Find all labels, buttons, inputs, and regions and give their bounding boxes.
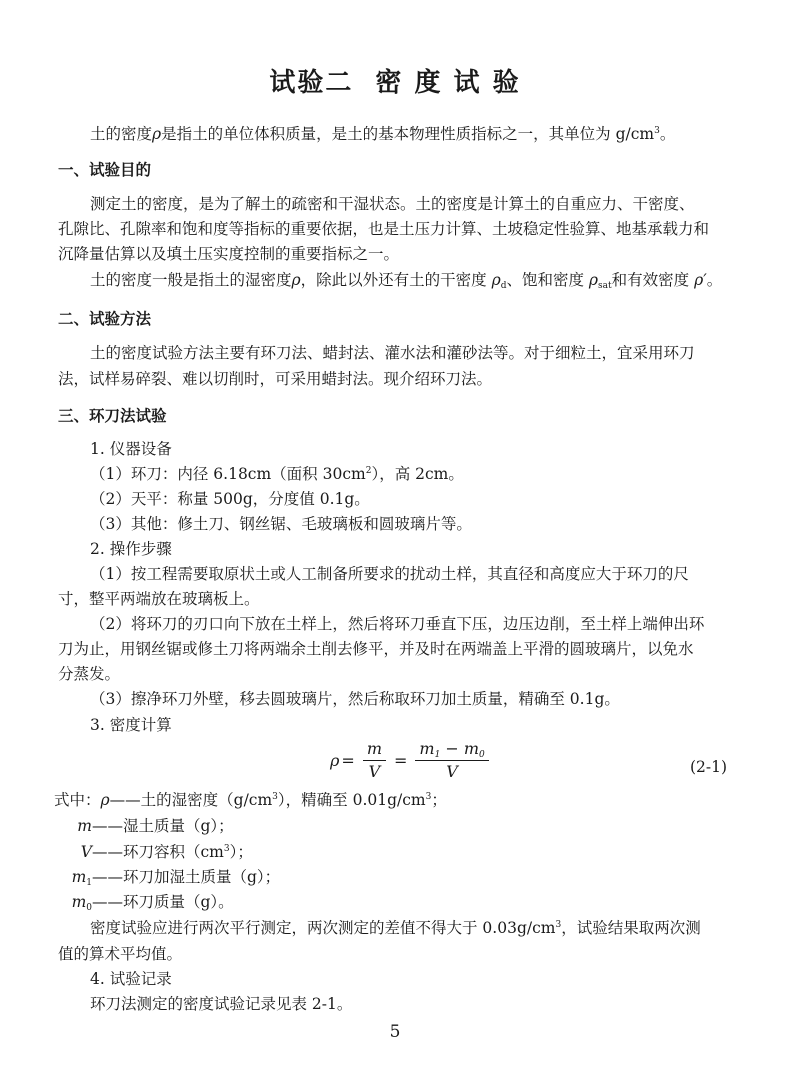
definition-m1: $m_1——$环刀加湿土质量（g）； xyxy=(71,868,281,888)
definition-m: m——湿土质量（g）； xyxy=(77,817,234,835)
definition-m0: $m_0——$环刀质量（g）。 xyxy=(71,893,234,913)
formula-fraction-1: $\frac{m}{V}$ xyxy=(363,740,386,781)
definition-rho: 式中：ρ——土的湿密度$(g/cm^3)$，精确至 $0.01g/cm^3$； xyxy=(54,791,447,809)
page-title xyxy=(0,62,790,99)
procedure-line-1: （1）按工程需要取原状土或人工制备所要求的扰动土样，其直径和高度应大于环刀的尺 xyxy=(90,565,689,583)
subsection-equipment: 1. 仪器设备 xyxy=(90,440,172,458)
equation-number: (2-1) xyxy=(690,758,728,776)
procedure-line-5: 分蒸发。 xyxy=(58,665,121,683)
density-formula xyxy=(330,740,495,781)
procedure-line-6: （3）擦净环刀外壁，移去圆玻璃片，然后称取环刀加土质量，精确至 0.1g。 xyxy=(90,690,620,708)
formula-fraction-2: $\frac{m_1 - m_0}{V}$ xyxy=(415,740,488,781)
formula-equals-1: = xyxy=(341,751,355,770)
procedure-line-3: （2）将环刀的刃口向下放在土样上，然后将环刀垂直下压，边压边削，至土样上端伸出环 xyxy=(90,615,705,633)
title-part1: 试验二 xyxy=(269,68,354,98)
definition-v: V——环刀容积$(cm^3)$； xyxy=(80,843,253,861)
formula-equals-2: = xyxy=(393,751,408,770)
equipment-item-1: （1）环刀：内径 6.18cm（面积 $30cm^2$），高 2cm。 xyxy=(90,465,464,483)
purpose-line-1: 测定土的密度，是为了解土的疏密和干湿状态。土的密度是计算土的自重应力、干密度、 xyxy=(90,195,695,213)
note-line-2: 值的算术平均值。 xyxy=(58,945,183,963)
equipment-item-2: （2）天平：称量 500g，分度值 0.1g。 xyxy=(90,490,370,508)
procedure-line-4: 刀为止，用钢丝锯或修土刀将两端余土削去修平，并及时在两端盖上平滑的圆玻璃片，以免水 xyxy=(58,640,694,658)
purpose-line-3: 沉降量估算以及填土压实度控制的重要指标之一。 xyxy=(58,245,400,263)
procedure-line-2: 寸，整平两端放在玻璃板上。 xyxy=(58,590,260,608)
title-part2: 密 度 试 验 xyxy=(375,68,521,98)
section-heading-purpose: 一、试验目的 xyxy=(58,161,152,179)
intro-paragraph: 土的密度ρ是指土的单位体积质量，是土的基本物理性质指标之一，其单位为 $g/cm^3$。 xyxy=(90,125,676,143)
subsection-calculation: 3. 密度计算 xyxy=(90,716,172,734)
section-heading-method: 二、试验方法 xyxy=(58,310,152,328)
note-line-1: 密度试验应进行两次平行测定，两次测定的差值不得大于 $0.03g/cm^3$，试验结果取两次测 xyxy=(90,919,701,937)
formula-lhs: ρ xyxy=(330,751,340,770)
subsection-procedure: 2. 操作步骤 xyxy=(90,540,172,558)
section-heading-ring-knife: 三、环刀法试验 xyxy=(58,407,167,425)
subsection-record: 4. 试验记录 xyxy=(90,970,172,988)
purpose-line-2: 孔隙比、孔隙率和饱和度等指标的重要依据，也是土压力计算、土坡稳定性验算、地基承载力和 xyxy=(58,220,710,238)
record-text: 环刀法测定的密度试验记录见表 2-1。 xyxy=(90,995,353,1013)
purpose-line-4: 土的密度一般是指土的湿密度ρ，除此以外还有土的干密度 $\rho_d$、饱和密度 $\rho_{sat}$和有效密度 ρ′。 xyxy=(90,271,723,291)
page-number: 5 xyxy=(389,1022,401,1042)
equipment-item-3: （3）其他：修土刀、钢丝锯、毛玻璃板和圆玻璃片等。 xyxy=(90,515,472,533)
method-line-2: 法，试样易碎裂、难以切削时，可采用蜡封法。现介绍环刀法。 xyxy=(58,370,493,388)
method-line-1: 土的密度试验方法主要有环刀法、蜡封法、灌水法和灌砂法等。对于细粒土，宜采用环刀 xyxy=(90,344,695,362)
